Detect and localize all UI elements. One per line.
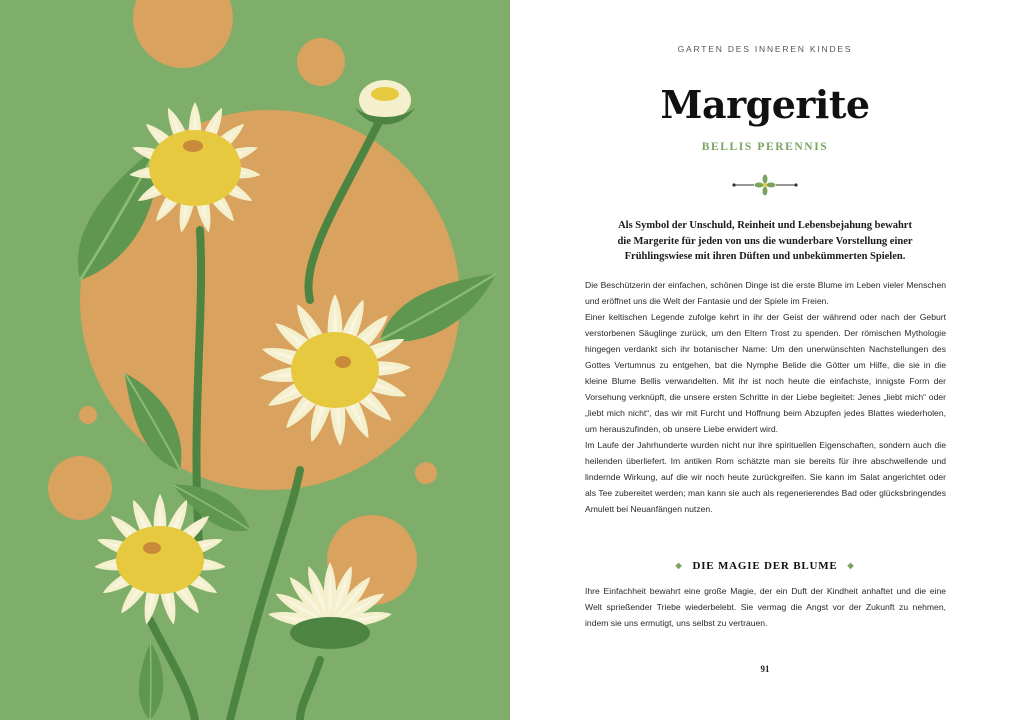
diamond-icon: ◆ bbox=[847, 561, 855, 570]
lead-line: Als Symbol der Unschuld, Reinheit und Lebensbejahung bewahrt bbox=[618, 220, 912, 231]
section-heading bbox=[510, 560, 1020, 572]
text-page bbox=[510, 0, 1020, 720]
botanical-name: BELLIS PERENNIS bbox=[701, 141, 829, 153]
page-title: Margerite bbox=[660, 82, 870, 127]
body-paragraph: Im Laufe der Jahrhunderte wurden nicht nur ihre spirituellen Eigenschaften, sondern auch die heilenden überliefert. Im antiken Rom schätzte man sie bereits für ihre abschwellende und lindernde Wirkung, auf die wir noch heute zurückgreifen. Sie kann im Salat angerichtet oder als Tee zubereitet werden; man kann sie auch als regenerierendes Bad oder glücksbringendes Amulett bei Neuanfängen nutzen. bbox=[585, 440, 946, 514]
page-number: 91 bbox=[760, 664, 770, 674]
body-paragraph: Einer keltischen Legende zufolge kehrt in ihr der Geist der während oder nach der Geburt verstorbenen Säuglinge zurück, um den Eltern Trost zu spenden. Der römischen Mythologie hingegen verdankt sich ihr botanischer Name: Um den unerwünschten Nachstellungen des Gottes Vertumnus zu entgehen, bat die Nymphe Belide die Götter um Hilfe, die sie in die kleine Blume Bellis verwandelten. Mit ihr ist noch heute die einfachste, innigste Form der Vorsehung verknüpft, die unsere ersten Schritte in der Liebe begleitet: Jenes „liebt mich“ oder „liebt mich nicht“, das wir mit Furcht und Hoffnung beim Abzupfen jedes Blattes wiederholen, um herauszufinden, ob unsere Liebe erwidert wird. bbox=[585, 312, 946, 434]
diamond-icon: ◆ bbox=[675, 561, 683, 570]
lead-line: Frühlingswiese mit ihren Düften und unbekümmerten Spielen. bbox=[624, 251, 906, 262]
section-paragraph: Ihre Einfachheit bewahrt eine große Magie, der ein Duft der Kindheit anhaftet und die eine Welt sprießender Triebe wiederbelebt. Sie vermag die Angst vor der Zukunft zu nehmen, indem sie uns ermutigt, uns selbst zu vertrauen. bbox=[585, 586, 946, 628]
lead-line: die Margerite für jeden von uns die wunderbare Vorstellung einer bbox=[617, 235, 913, 247]
section-heading-text: DIE MAGIE DER BLUME bbox=[692, 560, 838, 572]
running-head: GARTEN DES INNEREN KINDES bbox=[677, 44, 853, 54]
body-paragraph: Die Beschützerin der einfachen, schönen Dinge ist die erste Blume im Leben vieler Menschen und eröffnet uns die Welt der Fantasie und der Spiele im Freien. bbox=[585, 280, 946, 306]
floral-divider-icon bbox=[732, 174, 798, 196]
lead-paragraph bbox=[600, 218, 930, 265]
body-text bbox=[585, 277, 946, 517]
